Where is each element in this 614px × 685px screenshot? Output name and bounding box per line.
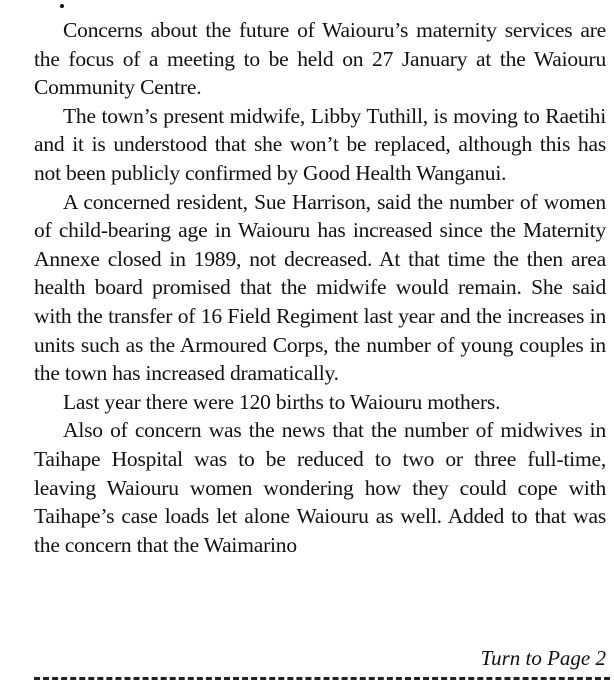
paragraph-4: Last year there were 120 births to Waiouru mothers. <box>63 389 501 414</box>
paragraph-3: A concerned resident, Sue Harrison, said the number of women of child-bearing age in Waiouru has increased since the Maternity Annexe closed in 1989, not decreased. At that time the then area health board promised that the midwife would remain. She said with the transfer of 16 Field Regiment last year and the increases in units such as the Armoured Corps, the number of young couples in the town has increased dramatically. <box>34 189 606 386</box>
paragraph-5: Also of concern was the news that the number of midwives in Taihape Hospital was to be reduced to two or three full-time, leaving Waiouru women wondering how they could cope with Taihape’s case loads let alone Waiouru as well. Added to that was the concern that the Waimarino <box>34 418 606 557</box>
bottom-dashed-rule <box>34 677 610 680</box>
paragraph-1: Concerns about the future of Waiouru’s maternity services are the focus of a meeting to be held on 27 January at the Waiouru Community Centre. <box>34 18 606 100</box>
article-body <box>34 16 606 559</box>
ink-dot <box>60 4 64 8</box>
continuation-note: Turn to Page 2 <box>480 646 606 670</box>
paragraph-2: The town’s present midwife, Libby Tuthill, is moving to Raetihi and it is understood that she won’t be replaced, although this has not been publicly confirmed by Good Health Wanganui. <box>34 103 606 185</box>
